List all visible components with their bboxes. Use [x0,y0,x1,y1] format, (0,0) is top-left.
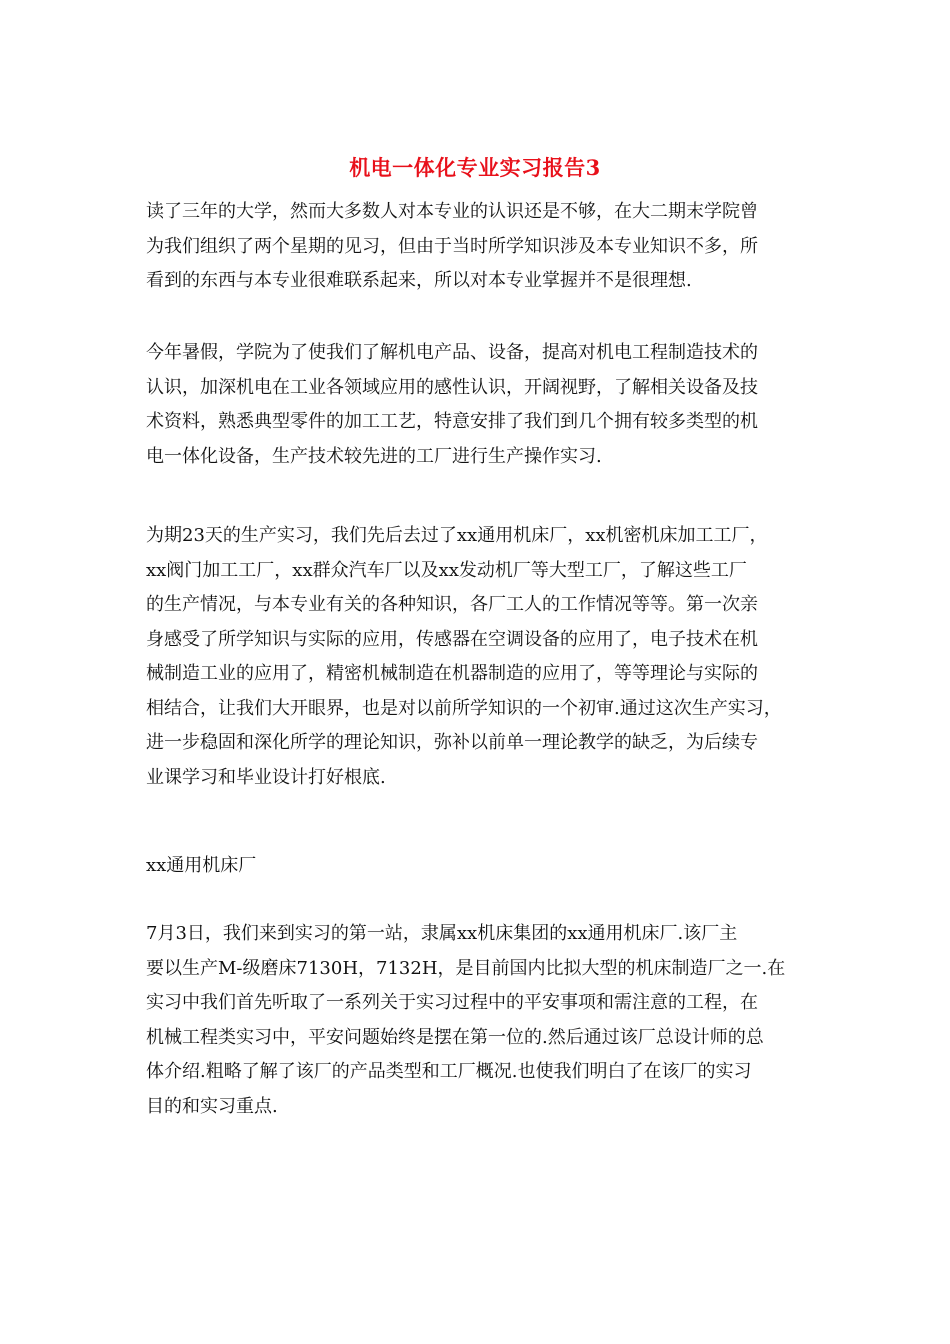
text-line: 进一步稳固和深化所学的理论知识，弥补以前单一理论教学的缺乏，为后续专 [146,732,758,753]
text-line: 读了三年的大学，然而大多数人对本专业的认识还是不够，在大二期末学院曾 [146,201,758,222]
text-line: 械制造工业的应用了，精密机械制造在机器制造的应用了，等等理论与实际的 [146,663,758,684]
text-line: 机械工程类实习中，平安问题始终是摆在第一位的.然后通过该厂总设计师的总 [146,1026,764,1048]
text-line: 认识，加深机电在工业各领域应用的感性认识，开阔视野，了解相关设备及技 [146,376,758,398]
text-line: 实习中我们首先听取了一系列关于实习过程中的平安事项和需注意的工程，在 [146,992,758,1013]
text-line: 电一体化设备，生产技术较先进的工厂进行生产操作实习. [146,445,602,467]
paragraph-3 [146,519,818,795]
document-title: 机电一体化专业实习报告3 [349,155,601,180]
text-line: 要以生产M-级磨床7130H，7132H，是目前国内比拟大型的机床制造厂之一.在 [146,957,786,979]
text-line: 目的和实习重点. [146,1095,278,1117]
text-line: 术资料，熟悉典型零件的加工工艺，特意安排了我们到几个拥有较多类型的机 [146,411,758,432]
paragraph-4 [146,917,818,1124]
text-line: 相结合，让我们大开眼界，也是对以前所学知识的一个初审.通过这次生产实习， [146,697,782,719]
text-line: xx通用机床厂 [146,855,257,876]
text-line: 今年暑假，学院为了使我们了解机电产品、设备，提高对机电工程制造技术的 [146,342,758,363]
section-heading [146,849,818,884]
text-line: 为我们组织了两个星期的见习，但由于当时所学知识涉及本专业知识不多，所 [146,235,758,257]
paragraph-2 [146,336,818,474]
paragraph-1 [146,195,818,299]
text-line: 的生产情况，与本专业有关的各种知识，各厂工人的工作情况等等。第一次亲 [146,594,758,615]
text-line: 为期23天的生产实习，我们先后去过了xx通用机床厂，xx机密机床加工工厂， [146,525,768,546]
text-line: xx阀门加工工厂，xx群众汽车厂以及xx发动机厂等大型工厂，了解这些工厂 [146,559,747,581]
text-line: 体介绍.粗略了解了该厂的产品类型和工厂概况.也使我们明白了在该厂的实习 [146,1061,752,1082]
text-line: 看到的东西与本专业很难联系起来，所以对本专业掌握并不是很理想. [146,270,692,291]
text-line: 7月3日，我们来到实习的第一站，隶属xx机床集团的xx通用机床厂.该厂主 [146,923,738,944]
text-line: 业课学习和毕业设计打好根底. [146,766,386,788]
text-line: 身感受了所学知识与实际的应用，传感器在空调设备的应用了，电子技术在机 [146,628,758,650]
